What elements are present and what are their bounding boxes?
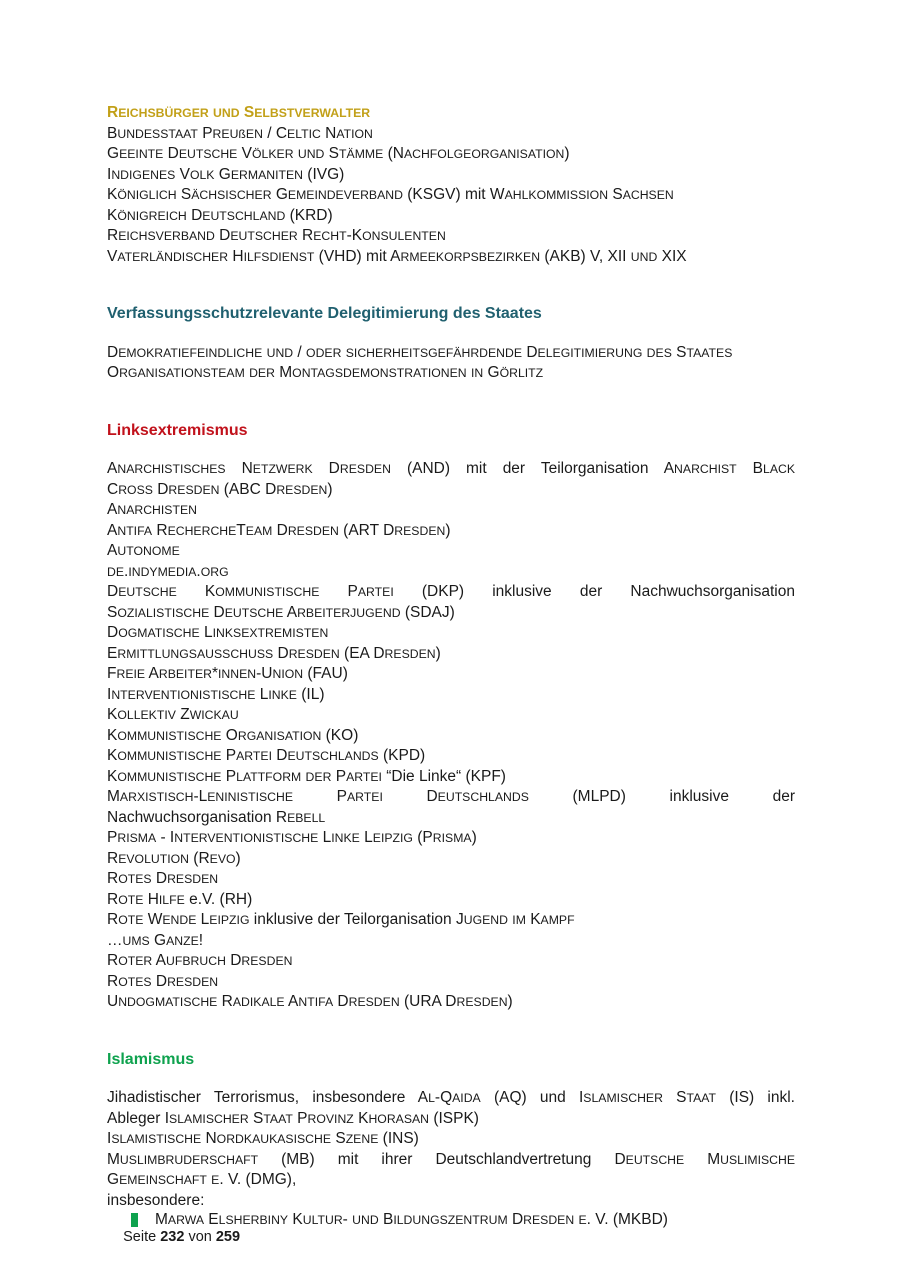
org-entry: ROTER AUFBRUCH DRESDEN bbox=[107, 952, 293, 969]
org-entry: ROTES DRESDEN bbox=[107, 870, 219, 887]
org-entry: ERMITTLUNGSAUSSCHUSS DRESDEN (EA DRESDEN) bbox=[107, 644, 441, 662]
org-entry: REICHSVERBAND DEUTSCHER RECHT-KONSULENTEN bbox=[107, 227, 446, 244]
bulleted-org-entry: MARWA ELSHERBINY KULTUR- UND BILDUNGSZENTRUM DRESDEN E. V. (MKBD) bbox=[107, 1210, 795, 1231]
section-heading-linksextremismus: Linksextremismus bbox=[107, 421, 248, 439]
org-entry: DEUTSCHE KOMMUNISTISCHE PARTEI (DKP) inklusive der Nachwuchsorganisation bbox=[107, 583, 795, 600]
org-entry: ROTE WENDE LEIPZIG inklusive der Teilorganisation JUGEND IM KAMPF bbox=[107, 911, 575, 928]
org-entry: FREIE ARBEITER*INNEN-UNION (FAU) bbox=[107, 665, 348, 682]
org-entry: INDIGENES VOLK GERMANITEN (IVG) bbox=[107, 165, 345, 183]
org-entry: VATERLÄNDISCHER HILFSDIENST (VHD) mit ARMEEKORPSBEZIRKEN (AKB) V, XII UND XIX bbox=[107, 247, 687, 265]
org-list-linksextremismus bbox=[107, 459, 795, 1013]
section-heading-islamismus: Islamismus bbox=[107, 1050, 195, 1068]
org-entry: CROSS DRESDEN (ABC DRESDEN) bbox=[107, 480, 333, 498]
org-entry: BUNDESSTAAT PREUßEN / CELTIC NATION bbox=[107, 124, 373, 142]
org-entry: SOZIALISTISCHE DEUTSCHE ARBEITERJUGEND (SDAJ) bbox=[107, 603, 455, 621]
org-entry: DEMOKRATIEFEINDLICHE UND / ODER SICHERHEITSGEFÄHRDENDE DELEGITIMIERUNG DES STAATES bbox=[107, 343, 733, 361]
section-heading-delegitimierung: Verfassungsschutzrelevante Delegitimierung des Staates bbox=[107, 305, 542, 322]
org-entry: ISLAMISTISCHE NORDKAUKASISCHE SZENE (INS) bbox=[107, 1130, 419, 1147]
org-entry: KOMMUNISTISCHE PARTEI DEUTSCHLANDS (KPD) bbox=[107, 747, 426, 764]
org-entry: GEMEINSCHAFT E. V. (DMG), bbox=[107, 1171, 297, 1188]
footer-label: Seite bbox=[123, 1229, 161, 1245]
org-entry: Nachwuchsorganisation REBELL bbox=[107, 808, 326, 826]
page-content bbox=[107, 103, 795, 1231]
org-entry: KOLLEKTIV ZWICKAU bbox=[107, 706, 239, 723]
footer-page-number: 232 bbox=[160, 1229, 185, 1245]
org-entry: KÖNIGREICH DEUTSCHLAND (KRD) bbox=[107, 206, 333, 224]
org-entry: ROTES DRESDEN bbox=[107, 972, 219, 990]
org-entry: AUTONOME bbox=[107, 542, 180, 559]
page-footer bbox=[107, 1209, 240, 1266]
org-entry: INTERVENTIONISTISCHE LINKE (IL) bbox=[107, 685, 325, 703]
org-entry: ANTIFA RECHERCHETEAM DRESDEN (ART DRESDEN) bbox=[107, 521, 451, 539]
footer-separator: von bbox=[184, 1229, 216, 1245]
org-entry: MARXISTISCH-LENINISTISCHE PARTEI DEUTSCHLANDS (MLPD) inklusive der bbox=[107, 788, 796, 805]
footer-total-pages: 259 bbox=[215, 1229, 241, 1245]
org-entry: KÖNIGLICH SÄCHSISCHER GEMEINDEVERBAND (KSGV) mit WAHLKOMMISSION SACHSEN bbox=[107, 186, 674, 203]
org-entry: DE.INDYMEDIA.ORG bbox=[107, 562, 229, 580]
org-entry: insbesondere: bbox=[107, 1191, 205, 1209]
org-entry: ANARCHISTEN bbox=[107, 501, 197, 518]
section-linksextremismus bbox=[107, 421, 795, 1013]
section-islamismus bbox=[107, 1050, 795, 1231]
org-entry: DOGMATISCHE LINKSEXTREMISTEN bbox=[107, 624, 329, 641]
org-entry: ROTE HILFE e.V. (RH) bbox=[107, 890, 253, 908]
section-heading-reichsbuerger: REICHSBÜRGER UND SELBSTVERWALTER bbox=[107, 104, 371, 121]
section-delegitimierung-des-staates bbox=[107, 304, 795, 384]
org-entry: ORGANISATIONSTEAM DER MONTAGSDEMONSTRATIONEN IN GÖRLITZ bbox=[107, 364, 544, 381]
org-entry: KOMMUNISTISCHE ORGANISATION (KO) bbox=[107, 726, 359, 744]
org-entry: PRISMA - INTERVENTIONISTISCHE LINKE LEIPZIG (PRISMA) bbox=[107, 829, 477, 846]
org-entry: …UMS GANZE! bbox=[107, 931, 204, 949]
section-reichsbuerger-und-selbstverwalter bbox=[107, 103, 795, 267]
org-entry: MUSLIMBRUDERSCHAFT (MB) mit ihrer Deutschlandvertretung DEUTSCHE MUSLIMISCHE bbox=[107, 1150, 796, 1168]
org-entry: Ableger ISLAMISCHER STAAT PROVINZ KHORASAN (ISPK) bbox=[107, 1109, 479, 1127]
org-list-delegitimierung bbox=[107, 343, 795, 384]
org-entry: KOMMUNISTISCHE PLATTFORM DER PARTEI “Die Linke“ (KPF) bbox=[107, 767, 506, 785]
org-list-reichsbuerger bbox=[107, 124, 795, 268]
org-entry: REVOLUTION (REVO) bbox=[107, 849, 241, 867]
org-entry: GEEINTE DEUTSCHE VÖLKER UND STÄMME (NACHFOLGEORGANISATION) bbox=[107, 145, 570, 162]
org-entry: ANARCHISTISCHES NETZWERK DRESDEN (AND) mit der Teilorganisation ANARCHIST BLACK bbox=[107, 460, 796, 477]
org-entry: Jihadistischer Terrorismus, insbesondere AL-QAIDA (AQ) und ISLAMISCHER STAAT (IS) inkl. bbox=[107, 1089, 795, 1106]
org-entry: UNDOGMATISCHE RADIKALE ANTIFA DRESDEN (URA DRESDEN) bbox=[107, 993, 513, 1010]
